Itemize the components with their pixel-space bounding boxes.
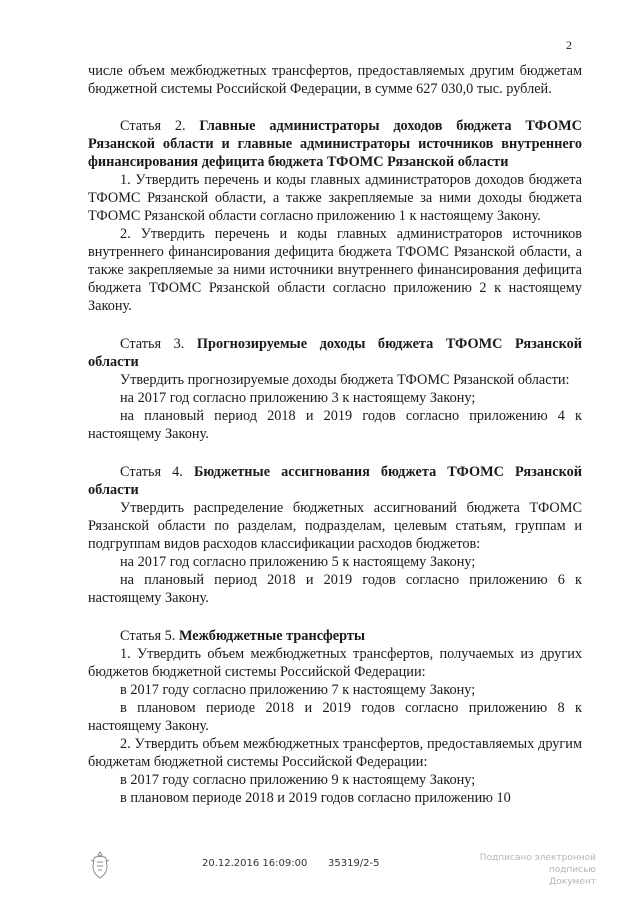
signature-line-1: Подписано электронной подписью	[479, 853, 596, 875]
document-body	[88, 62, 582, 807]
article-5-heading	[88, 627, 582, 645]
article-5-label: Статья 5.	[120, 628, 179, 644]
electronic-signature-stamp	[440, 852, 596, 888]
article-3-paragraph-1: Утвердить прогнозируемые доходы бюджета ТФОМС Рязанской области:	[120, 372, 570, 388]
article-3-heading	[88, 335, 582, 371]
article-5-paragraph-1: 1. Утвердить объем межбюджетных трансфертов, получаемых из других бюджетов бюджетной системы Российской Федерации:	[88, 646, 582, 680]
article-4-paragraph-2: на 2017 год согласно приложению 5 к настоящему Закону;	[120, 554, 476, 570]
article-3-title: Прогнозируемые доходы бюджета ТФОМС Рязанской области	[88, 336, 583, 370]
article-4-paragraph-3: на плановый период 2018 и 2019 годов согласно приложению 6 к настоящему Закону.	[88, 572, 582, 606]
coat-of-arms-icon	[88, 850, 112, 880]
article-5-paragraph-2: в 2017 году согласно приложению 7 к настоящему Закону;	[120, 682, 476, 698]
page-number: 2	[566, 38, 572, 52]
article-2-heading	[88, 117, 582, 171]
article-4-heading	[88, 463, 582, 499]
article-5-paragraph-5: в 2017 году согласно приложению 9 к настоящему Закону;	[120, 772, 476, 788]
footer-date: 20.12.2016 16:09:00	[202, 858, 308, 869]
document-footer	[60, 850, 600, 890]
article-4-paragraph-1: Утвердить распределение бюджетных ассигнований бюджета ТФОМС Рязанской области по разделам, подразделам, целевым статьям, группам и подгруппам видов расходов классификации расходов бюджетов:	[88, 500, 582, 552]
footer-document-code: 35319/2-5	[328, 858, 380, 869]
article-3-paragraph-2: на 2017 год согласно приложению 3 к настоящему Закону;	[120, 390, 476, 406]
intro-paragraph: числе объем межбюджетных трансфертов, предоставляемых другим бюджетам бюджетной системы Российской Федерации, в сумме 627 030,0 тыс. рублей.	[88, 63, 582, 97]
article-4-label: Статья 4.	[120, 464, 194, 480]
article-2-title: Главные администраторы доходов бюджета ТФОМС Рязанской области и главные администраторы источников внутреннего финансирования дефицита бюджета ТФОМС Рязанской области	[88, 118, 582, 170]
article-2-paragraph-2: 2. Утвердить перечень и коды главных администраторов источников внутреннего финансирования дефицита бюджета ТФОМС Рязанской области, а также закрепляемые за ними источники внутреннего финансирования дефицита бюджета ТФОМС Рязанской области согласно приложению 2 к настоящему Закону.	[88, 226, 582, 314]
article-2-paragraph-1: 1. Утвердить перечень и коды главных администраторов доходов бюджета ТФОМС Рязанской области, а также закрепляемые за ними доходы бюджета ТФОМС Рязанской области согласно приложению 1 к настоящему Закону.	[88, 172, 582, 224]
article-3-label: Статья 3.	[120, 336, 197, 352]
article-2-label: Статья 2.	[120, 118, 200, 134]
article-3-paragraph-3: на плановый период 2018 и 2019 годов согласно приложению 4 к настоящему Закону.	[88, 408, 582, 442]
signature-line-2: Документ	[549, 877, 596, 887]
article-5-paragraph-3: в плановом периоде 2018 и 2019 годов согласно приложению 8 к настоящему Закону.	[88, 700, 582, 734]
article-5-paragraph-4: 2. Утвердить объем межбюджетных трансфертов, предоставляемых другим бюджетам бюджетной системы Российской Федерации:	[88, 736, 582, 770]
article-5-title: Межбюджетные трансферты	[178, 628, 366, 644]
article-5-paragraph-6: в плановом периоде 2018 и 2019 годов согласно приложению 10	[120, 790, 511, 806]
article-4-title: Бюджетные ассигнования бюджета ТФОМС Рязанской области	[88, 464, 583, 498]
